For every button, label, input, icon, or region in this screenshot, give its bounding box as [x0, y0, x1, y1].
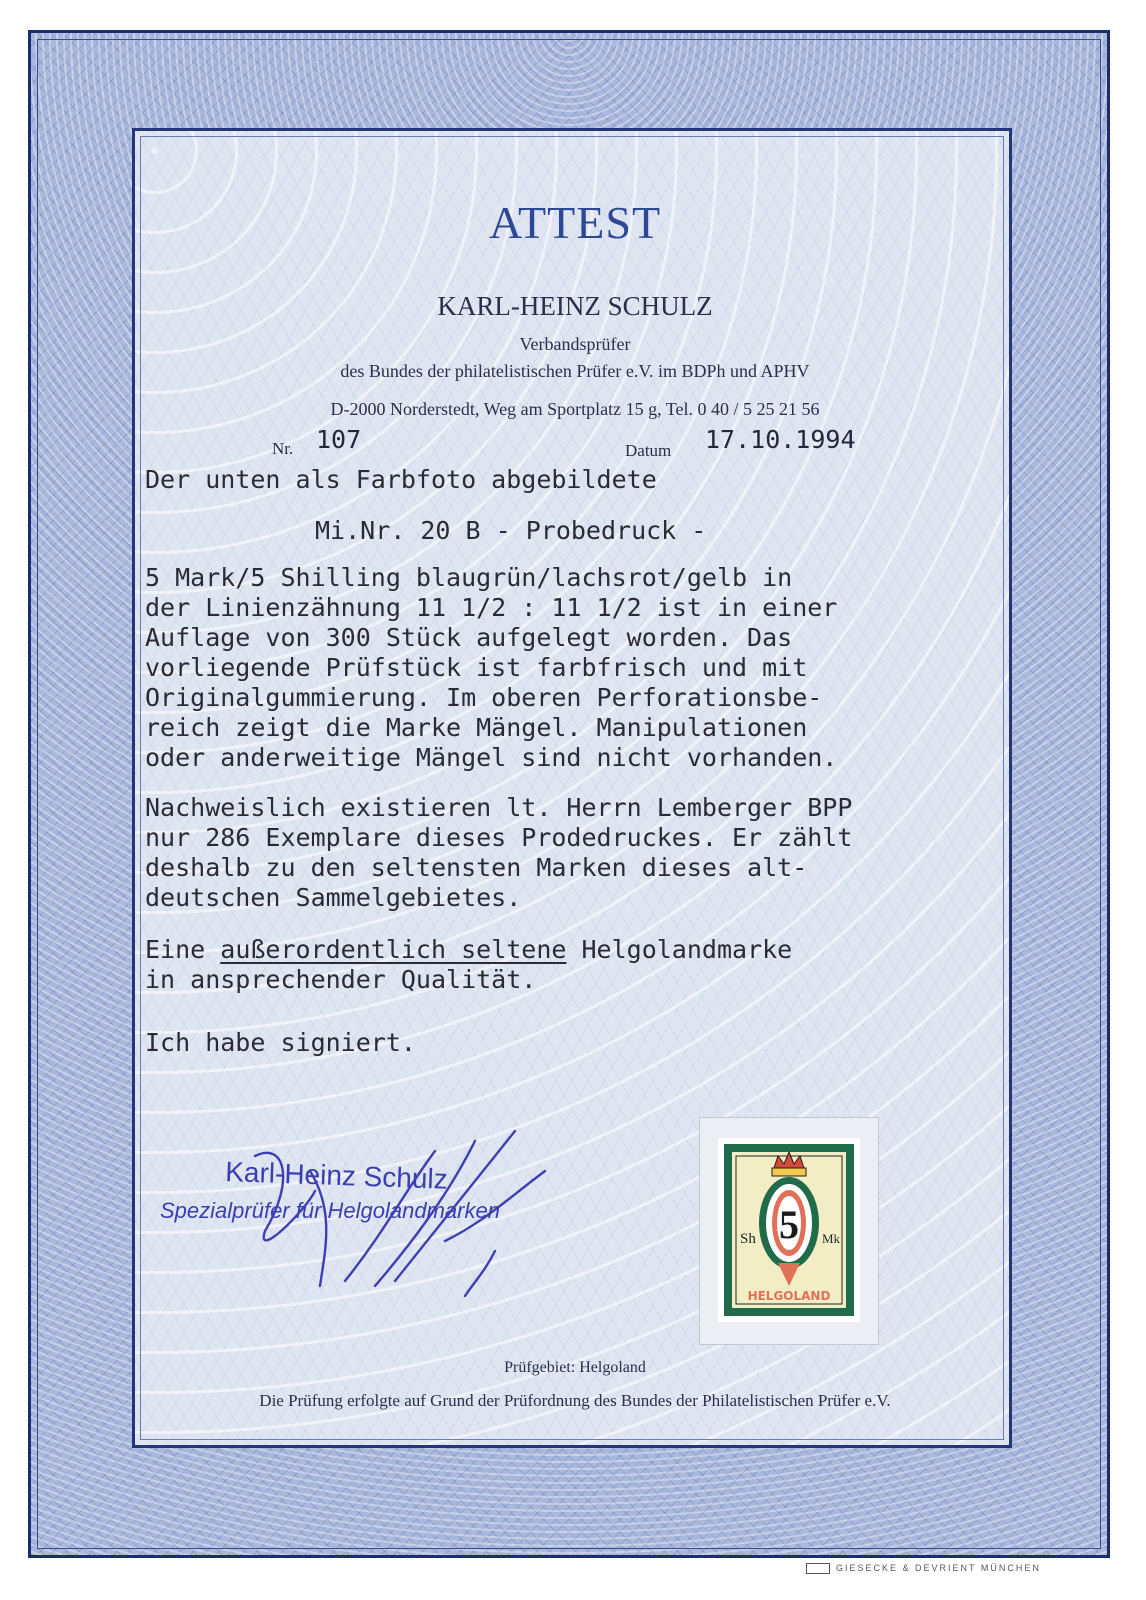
rarity-line: Nachweislich existieren lt. Herrn Lemberger BPP	[145, 793, 853, 822]
catalogue-number-line: Mi.Nr. 20 B - Probedruck -	[315, 516, 707, 545]
stamp-left-currency: Sh	[740, 1231, 756, 1247]
examiner-association: des Bundes der philatelistischen Prüfer e.V. im BDPh und APHV	[340, 361, 810, 381]
printer-logo-icon	[806, 1563, 830, 1574]
rarity-line: nur 286 Exemplare dieses Prodedruckes. Er zählt	[145, 823, 853, 852]
certificate-date: 17.10.1994	[705, 425, 856, 454]
stamp-photo-mount	[699, 1117, 879, 1345]
assessment-suffix: Helgolandmarke	[566, 935, 793, 964]
assessment-line-2: in ansprechender Qualität.	[145, 965, 537, 994]
description-line: 5 Mark/5 Shilling blaugrün/lachsrot/gelb in	[145, 563, 793, 592]
stamp-country: HELGOLAND	[747, 1289, 831, 1303]
description-line: Originalgummierung. Im oberen Perforationsbe-	[145, 683, 823, 712]
printer-name: GIESECKE & DEVRIENT MÜNCHEN	[836, 1563, 1041, 1573]
rarity-line: deutschen Sammelgebietes.	[145, 883, 522, 912]
date-label: Datum	[625, 441, 672, 460]
intro-line: Der unten als Farbfoto abgebildete	[145, 465, 657, 494]
description-line: reich zeigt die Marke Mängel. Manipulationen	[145, 713, 808, 742]
examination-area: Prüfgebiet: Helgoland	[504, 1359, 646, 1376]
description-line: Auflage von 300 Stück aufgelegt worden. Das	[145, 623, 793, 652]
assessment-emphasis: außerordentlich seltene	[220, 935, 567, 964]
certificate-panel	[132, 128, 1012, 1448]
examination-basis: Die Prüfung erfolgte auf Grund der Prüfordnung des Bundes der Philatelistischen Prüfer e.V.	[259, 1391, 891, 1410]
description-line: vorliegende Prüfstück ist farbfrisch und mit	[145, 653, 808, 682]
signature-stamp	[145, 1111, 645, 1311]
assessment-line	[145, 934, 792, 965]
examiner-role: Verbandsprüfer	[519, 334, 631, 354]
stamp-title-text: Spezialprüfer für Helgolandmarken	[160, 1198, 500, 1223]
stamp-name-text: Karl-Heinz Schulz	[224, 1156, 449, 1195]
description-line: der Linienzähnung 11 1/2 : 11 1/2 ist in einer	[145, 593, 838, 622]
certificate-number: 107	[316, 425, 362, 454]
description-line: oder anderweitige Mängel sind nicht vorhanden.	[145, 743, 838, 772]
helgoland-stamp	[718, 1138, 860, 1322]
certificate-number-label: Nr.	[272, 439, 294, 458]
examiner-address: D-2000 Norderstedt, Weg am Sportplatz 15 g, Tel. 0 40 / 5 25 21 56	[330, 399, 820, 419]
certificate-title: ATTEST	[488, 197, 662, 248]
printer-imprint	[806, 1563, 1041, 1574]
assessment-prefix: Eine	[145, 935, 221, 964]
examiner-name: KARL-HEINZ SCHULZ	[437, 291, 713, 321]
rarity-line: deshalb zu den seltensten Marken dieses alt-	[145, 853, 808, 882]
stamp-value: 5	[779, 1202, 799, 1247]
signed-statement: Ich habe signiert.	[145, 1028, 416, 1057]
stamp-right-currency: Mk	[822, 1231, 841, 1246]
